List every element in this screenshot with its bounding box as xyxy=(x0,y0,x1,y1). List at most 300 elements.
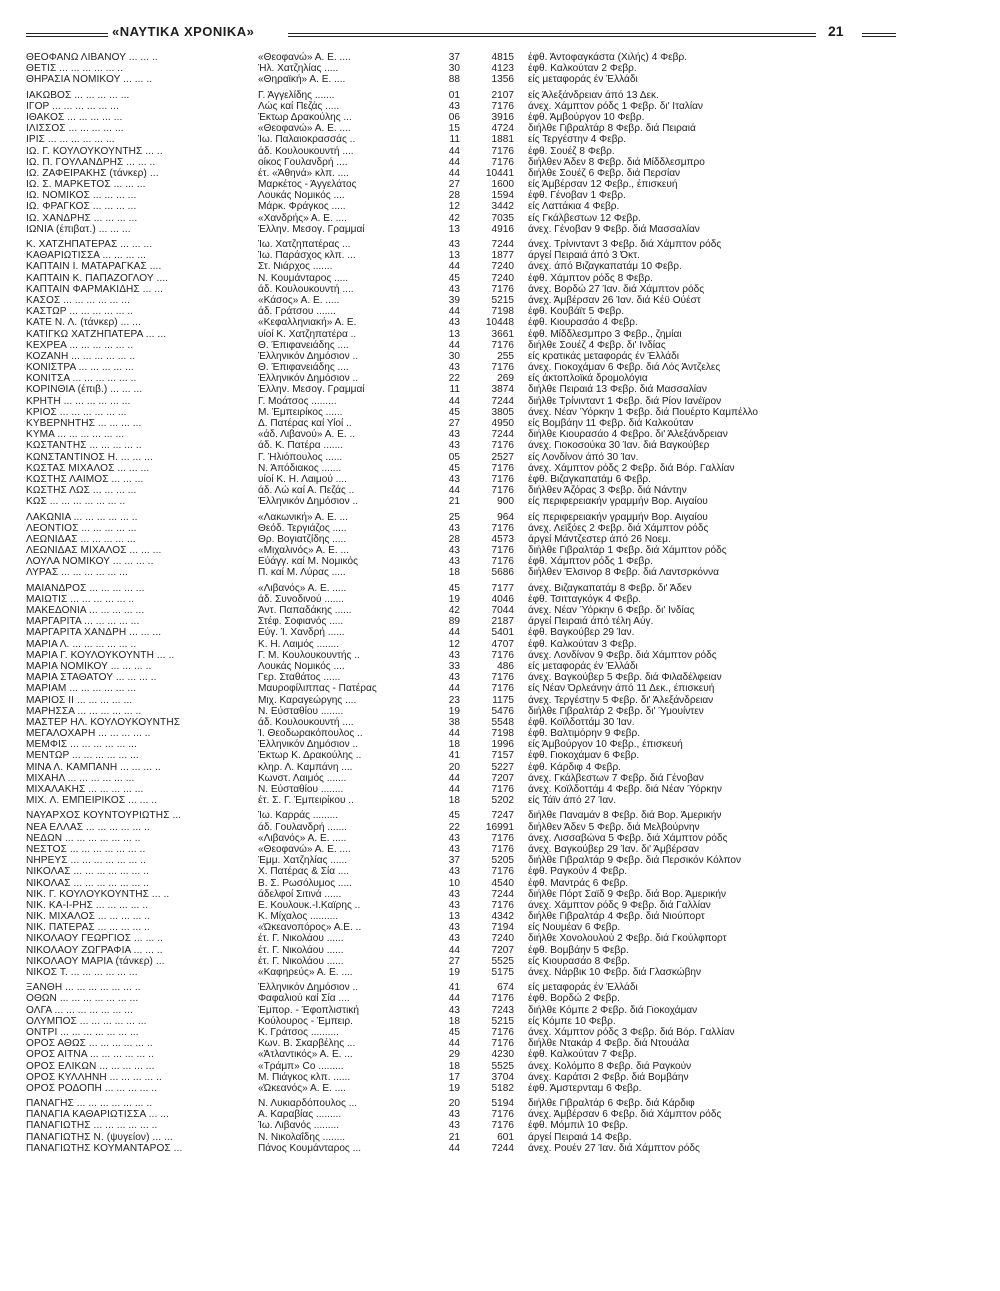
ship-name: ΛΥΡΑΣ ... ... ... ... ... ... xyxy=(26,567,128,579)
tonnage: 3661 xyxy=(491,328,514,340)
voyage-status: άνεχ. Καράτσι 2 Φεβρ. διά Βομβάην xyxy=(528,1071,689,1083)
owner-name: Κ. Μίχαλος .......... xyxy=(258,911,339,923)
ship-row xyxy=(26,1049,896,1060)
ship-row xyxy=(26,878,896,889)
build-year: 43 xyxy=(448,922,460,934)
owner-name: Έλληνικόν Δημόσιον .. xyxy=(258,373,359,385)
voyage-status: διήλθε Χονολουλού 2 Φεβρ. διά Γκούλφπορτ xyxy=(528,933,727,945)
ship-row xyxy=(26,396,896,407)
ship-row xyxy=(26,650,896,661)
ship-name: ΚΩΣ ... ... ... ... ... ... .. xyxy=(26,496,126,508)
ship-name: ΜΑΣΤΕΡ ΗΛ. ΚΟΥΛΟΥΚΟΥΝΤΗΣ xyxy=(26,716,181,728)
build-year: 27 xyxy=(448,179,460,191)
ship-name: ΙΩ. Σ. ΜΑΡΚΕΤΟΣ ... ... ... xyxy=(26,179,146,191)
tonnage: 2187 xyxy=(491,616,514,628)
ship-row xyxy=(26,362,896,373)
owner-name: Ν. Νικολαΐδης ........ xyxy=(258,1131,346,1143)
ship-row xyxy=(26,201,896,212)
tonnage: 7207 xyxy=(491,772,514,784)
voyage-status: άνεχ. Γκάλβεστων 7 Φεβρ. διά Γένοβαν xyxy=(528,772,704,784)
tonnage: 7244 xyxy=(491,888,514,900)
owner-name: Έλλην. Μεσογ. Γραμμαί xyxy=(258,384,365,396)
tonnage: 7176 xyxy=(491,1038,514,1050)
letter-group xyxy=(26,583,896,807)
tonnage: 1877 xyxy=(491,250,514,262)
voyage-status: έφθ. Κάρδιφ 4 Φεβρ. xyxy=(528,761,621,773)
build-year: 43 xyxy=(448,866,460,878)
build-year: 43 xyxy=(448,933,460,945)
tonnage: 3805 xyxy=(491,406,514,418)
tonnage: 5476 xyxy=(491,705,514,717)
voyage-status: είς Νέαν Όρλεάνην άπό 11 Δεκ., έπισκευή xyxy=(528,683,715,695)
tonnage: 7177 xyxy=(491,582,514,594)
ship-row xyxy=(26,1143,896,1154)
owner-name: έτ. Γ. Νικολάου ...... xyxy=(258,955,344,967)
ship-name: ΜΕΝΤΩΡ ... ... ... ... ... ... xyxy=(26,750,139,762)
build-year: 19 xyxy=(448,1082,460,1094)
tonnage: 4950 xyxy=(491,418,514,429)
ship-name: ΜΑΡΙΑ ΣΤΑΘΑΤΟΥ ... ... ... .. xyxy=(26,672,157,684)
ship-name: ΚΥΒΕΡΝΗΤΗΣ ... ... ... ... xyxy=(26,418,142,429)
tonnage: 7176 xyxy=(491,545,514,557)
ship-row xyxy=(26,213,896,224)
ship-row xyxy=(26,639,896,650)
owner-name: άδ. Λώ καί Α. Πεζάς .. xyxy=(258,485,355,497)
voyage-status: έφθ. Μίδδλεσμπρο 3 Φεβρ., ζημίαι xyxy=(528,328,682,340)
owner-name: Ε. Κουλουκ.-Ι.Καϊρης .. xyxy=(258,899,361,911)
ship-name: ΘΗΡΑΣΙΑ ΝΟΜΙΚΟΥ ... ... .. xyxy=(26,74,153,86)
tonnage: 7176 xyxy=(491,522,514,534)
voyage-status: είς Λονδίνον άπό 30 Ίαν. xyxy=(528,451,639,463)
ship-row xyxy=(26,496,896,507)
letter-group xyxy=(26,810,896,978)
voyage-status: έφθ. Βομβάην 5 Φεβρ. xyxy=(528,944,629,956)
voyage-status: άνεχ. Άμβέρσαν 26 Ίαν. διά Κέϋ Ούέστ xyxy=(528,294,701,306)
voyage-status: είς Νουμέαν 6 Φεβρ. xyxy=(528,922,621,934)
build-year: 45 xyxy=(448,462,460,474)
build-year: 43 xyxy=(448,1120,460,1132)
build-year: 43 xyxy=(448,672,460,684)
ship-name: ΚΩΣΤΗΣ ΛΑΙΜΟΣ ... ... ... xyxy=(26,473,144,485)
ship-row xyxy=(26,273,896,284)
ship-name: ΟΡΟΣ ΡΟΔΟΠΗ ... ... ... ... .. xyxy=(26,1082,158,1094)
voyage-status: έφθ. Βιζαγκαπατάμ 6 Φεβρ. xyxy=(528,473,651,485)
owner-name: Κ. Γράτσος .......... xyxy=(258,1026,339,1038)
owner-name: Στ. Νιάρχος ....... xyxy=(258,261,333,273)
owner-name: Έλλην. Μεσογ. Γραμμαί xyxy=(258,223,365,235)
owner-name: Έλληνικόν Δημόσιον .. xyxy=(258,982,359,994)
letter-group xyxy=(26,239,896,508)
ship-row xyxy=(26,1072,896,1083)
tonnage: 7176 xyxy=(491,283,514,295)
ship-row xyxy=(26,855,896,866)
voyage-status: άνεχ. Χάμπτον ρόδς 2 Φεβρ. διά Βόρ. Γαλλίαν xyxy=(528,462,735,474)
tonnage: 7176 xyxy=(491,784,514,795)
tonnage: 255 xyxy=(497,350,514,362)
owner-name: Ίω. Χατζηπατέρας ... xyxy=(258,239,351,250)
ship-row xyxy=(26,90,896,101)
voyage-status: άνεχ. Γιοκοχάμαν 6 Φεβρ. διά Λός Άντζελες xyxy=(528,362,721,374)
tonnage: 7035 xyxy=(491,212,514,224)
ship-name: ΚΡΗΤΗ ... ... ... ... ... ... xyxy=(26,395,131,407)
voyage-status: διήλθε Πόρτ Σαϊδ 9 Φεβρ. διά Βορ. Άμερικήν xyxy=(528,888,726,900)
owner-name: «Άτλαντικός» Α. Ε. ... xyxy=(258,1049,353,1061)
ship-row xyxy=(26,340,896,351)
ship-name: ΘΕΤΙΣ ... ... ... ... ... .. xyxy=(26,63,124,75)
ship-name: ΟΘΩΝ ... ... ... ... ... ... ... xyxy=(26,993,139,1005)
build-year: 15 xyxy=(448,123,460,135)
voyage-status: άνεχ. Χάμπτον ρόδς 1 Φεβρ. δι' Ιταλίαν xyxy=(528,100,703,112)
ship-name: ΜΕΓΑΛΟΧΑΡΗ ... ... ... ... .. xyxy=(26,728,151,740)
ship-row xyxy=(26,933,896,944)
letter-group xyxy=(26,982,896,1094)
tonnage: 5215 xyxy=(491,1015,514,1027)
owner-name: άδ. Κουλουκουντή .... xyxy=(258,716,354,728)
voyage-status: άνεχ. Νάρβικ 10 Φεβρ. διά Γλασκώβην xyxy=(528,967,702,978)
tonnage: 601 xyxy=(497,1131,514,1143)
tonnage: 964 xyxy=(497,511,514,523)
tonnage: 3442 xyxy=(491,201,514,213)
owner-name: Εύάγγ. καί Μ. Νομικός xyxy=(258,556,358,568)
build-year: 44 xyxy=(448,1038,460,1050)
tonnage: 5182 xyxy=(491,1082,514,1094)
build-year: 13 xyxy=(448,911,460,923)
voyage-status: είς Γκάλβεστων 12 Φεβρ. xyxy=(528,212,641,224)
ship-row xyxy=(26,523,896,534)
voyage-status: διήλθε Κιουρασάο 4 Φεβρο. δι' Άλεξάνδρειαν xyxy=(528,429,728,441)
ship-name: ΝΕΔΩΝ ... ... ... ... ... ... .. xyxy=(26,832,141,844)
ship-name: ΝΕΣΤΟΣ ... ... ... ... ... ... .. xyxy=(26,843,146,855)
ship-row xyxy=(26,1083,896,1094)
ship-name: ΙΩΝΙΑ (έπιβατ.) ... ... ... xyxy=(26,223,131,235)
ship-row xyxy=(26,295,896,306)
owner-name: Θρ. Βογιατζίδης ..... xyxy=(258,533,347,545)
voyage-status: διήλθε Σουέζ 6 Φεβρ. διά Περσίαν xyxy=(528,167,681,179)
tonnage: 7176 xyxy=(491,899,514,911)
build-year: 38 xyxy=(448,716,460,728)
tonnage: 5401 xyxy=(491,627,514,639)
owner-name: «Χανδρής» Α. Ε. .... xyxy=(258,212,347,224)
build-year: 21 xyxy=(448,1131,460,1143)
owner-name: Ν. Εύσταθίου ........ xyxy=(258,705,344,717)
owner-name: Ήλ. Χατζηλίας ..... xyxy=(258,63,339,75)
tonnage: 4230 xyxy=(491,1049,514,1061)
voyage-status: διήλθε Γιβραλτάρ 6 Φεβρ. διά Κάρδιφ xyxy=(528,1098,695,1110)
ship-name: ΙΩ. ΝΟΜΙΚΟΣ ... ... ... ... xyxy=(26,190,137,202)
ship-row xyxy=(26,833,896,844)
tonnage: 4573 xyxy=(491,533,514,545)
voyage-status: έφθ. Βαγκούβερ 29 Ίαν. xyxy=(528,627,635,639)
owner-name: «Θηραϊκή» Α. Ε. .... xyxy=(258,74,346,86)
ship-row xyxy=(26,750,896,761)
ship-name: ΛΟΥΛΑ ΝΟΜΙΚΟΥ ... ... ... .. xyxy=(26,556,154,568)
voyage-status: άνεχ. Κοϊλδοττάμ 4 Φεβρ. διά Νέαν Ύόρκην xyxy=(528,784,722,795)
owner-name: Έλληνικόν Δημόσιον .. xyxy=(258,496,359,508)
ship-row xyxy=(26,683,896,694)
letter-group xyxy=(26,1098,896,1154)
voyage-status: έφθ. Κιουρασάο 4 Φεβρ. xyxy=(528,317,638,329)
tonnage: 7194 xyxy=(491,922,514,934)
build-year: 18 xyxy=(448,1015,460,1027)
ship-row xyxy=(26,1120,896,1131)
tonnage: 7176 xyxy=(491,473,514,485)
ship-row xyxy=(26,317,896,328)
tonnage: 7244 xyxy=(491,239,514,250)
voyage-status: άνεχ. Βαγκούβερ 5 Φεβρ. διά Φιλαδέλφειαν xyxy=(528,672,722,684)
ship-row xyxy=(26,306,896,317)
build-year: 18 xyxy=(448,567,460,579)
ship-row xyxy=(26,157,896,168)
owner-name: υίοί Κ. Η. Λαιμού .... xyxy=(258,473,347,485)
ship-row xyxy=(26,329,896,340)
build-year: 41 xyxy=(448,750,460,762)
voyage-status: διήλθεν Άδεν 5 Φεβρ. διά Μελβούρνην xyxy=(528,821,700,833)
voyage-status: άργεί Πειραιά 14 Φεβρ. xyxy=(528,1131,632,1143)
ship-name: ΠΑΝΑΓΙΩΤΗΣ ΚΟΥΜΑΝΤΑΡΟΣ ... xyxy=(26,1142,183,1154)
owner-name: Ν. Λυκιαρδόπουλος ... xyxy=(258,1098,358,1110)
owner-name: Φαφαλιού καί Σία .... xyxy=(258,993,350,1005)
ship-name: ΝΙΚΟΛΑΟΥ ΜΑΡΙΑ (τάνκερ) ... xyxy=(26,955,165,967)
tonnage: 4916 xyxy=(491,223,514,235)
ship-name: ΜΙΝΑ Λ. ΚΑΜΠΑΝΗ ... ... ... .. xyxy=(26,761,161,773)
ship-list xyxy=(26,52,896,1154)
build-year: 11 xyxy=(449,384,460,396)
build-year: 29 xyxy=(448,1049,460,1061)
build-year: 89 xyxy=(448,616,460,628)
build-year: 43 xyxy=(448,888,460,900)
voyage-status: έφθ. Τσιτταγκόγκ 4 Φεβρ. xyxy=(528,593,642,605)
ship-name: ΚΥΜΑ ... ... ... ... ... ... xyxy=(26,429,125,441)
ship-name: ΝΙΚ. ΠΑΤΕΡΑΣ ... ... ... ... .. xyxy=(26,922,150,934)
voyage-status: άνεχ. Τρίνινταντ 3 Φεβρ. διά Χάμπτον ρόδς xyxy=(528,239,722,250)
owner-name: άδ. Γουλανδρή ....... xyxy=(258,821,347,833)
tonnage: 16991 xyxy=(485,821,514,833)
voyage-status: άνεχ. Λεϊξόες 2 Φεβρ. διά Χάμπτον ρόδς xyxy=(528,522,709,534)
ship-name: ΚΑΠΤΑΙΝ Ι. ΜΑΤΑΡΑΓΚΑΣ .... xyxy=(26,261,162,273)
ship-row xyxy=(26,762,896,773)
tonnage: 7198 xyxy=(491,306,514,318)
owner-name: «Λακωνική» Α. Ε. ... xyxy=(258,511,348,523)
voyage-status: άνεχ. Κολόμπο 8 Φεβρ. διά Ραγκούν xyxy=(528,1060,692,1072)
tonnage: 7176 xyxy=(491,156,514,168)
build-year: 19 xyxy=(448,593,460,605)
owner-name: «Θεοφανώ» Α. Ε. .... xyxy=(258,52,351,63)
voyage-status: είς μεταφοράς έν Έλλάδι xyxy=(528,74,638,86)
voyage-status: είς κρατικάς μεταφοράς έν Έλλάδι xyxy=(528,350,679,362)
owner-name: έτ. «Άθηνά» κλπ. .... xyxy=(258,167,349,179)
voyage-status: άνεχ. Άμβέρσαν 6 Φεβρ. διά Χάμπτον ρόδς xyxy=(528,1109,722,1121)
owner-name: Μ. Πιάγκος κλπ. ...... xyxy=(258,1071,351,1083)
ship-row xyxy=(26,52,896,63)
tonnage: 5686 xyxy=(491,567,514,579)
build-year: 05 xyxy=(448,451,460,463)
tonnage: 7176 xyxy=(491,843,514,855)
build-year: 44 xyxy=(448,306,460,318)
voyage-status: έφθ. Σουέζ 8 Φεβρ. xyxy=(528,145,615,157)
tonnage: 7176 xyxy=(491,556,514,568)
build-year: 43 xyxy=(448,1109,460,1121)
owner-name: Μαυροφίλιππας - Πατέρας xyxy=(258,683,377,695)
voyage-status: άνεχ. Τεργέστην 5 Φεβρ. δι' Άλεξάνδρειαν xyxy=(528,694,714,706)
ship-row xyxy=(26,224,896,235)
build-year: 27 xyxy=(448,955,460,967)
tonnage: 7176 xyxy=(491,1109,514,1121)
tonnage: 2107 xyxy=(491,89,514,101)
ship-name: ΙΩ. ΖΑΦΕΙΡΑΚΗΣ (τάνκερ) ... xyxy=(26,167,159,179)
ship-row xyxy=(26,695,896,706)
ship-row xyxy=(26,101,896,112)
build-year: 28 xyxy=(448,533,460,545)
owner-name: έτ. Σ. Γ. Έμπειρίκου .. xyxy=(258,795,354,807)
build-year: 12 xyxy=(448,201,460,213)
owner-name: οίκος Γουλανδρή .... xyxy=(258,156,348,168)
ship-row xyxy=(26,239,896,250)
ship-name: ΛΕΟΝΤΙΟΣ ... ... ... ... ... xyxy=(26,522,137,534)
voyage-status: άργεί Μάντζεστερ άπό 26 Νοεμ. xyxy=(528,533,671,545)
owner-name: Κωνστ. Λαιμός ....... xyxy=(258,772,347,784)
build-year: 45 xyxy=(448,406,460,418)
owner-name: άδ. Κουλουκουντή .... xyxy=(258,145,354,157)
ship-name: ΝΙΚ. ΜΙΧΑΛΟΣ ... ... ... ... .. xyxy=(26,911,151,923)
voyage-status: έφθ. Καλκούταν 7 Φεβρ. xyxy=(528,1049,637,1061)
tonnage: 4540 xyxy=(491,877,514,889)
build-year: 44 xyxy=(448,156,460,168)
ship-row xyxy=(26,418,896,429)
tonnage: 7176 xyxy=(491,145,514,157)
ship-row xyxy=(26,474,896,485)
ship-row xyxy=(26,627,896,638)
ship-name: ΛΑΚΩΝΙΑ ... ... ... ... ... .. xyxy=(26,511,138,523)
voyage-status: είς μεταφοράς έν Έλλάδι xyxy=(528,982,638,994)
build-year: 45 xyxy=(448,1026,460,1038)
tonnage: 7176 xyxy=(491,649,514,661)
ship-row xyxy=(26,351,896,362)
ship-row xyxy=(26,463,896,474)
ship-row xyxy=(26,956,896,967)
tonnage: 4342 xyxy=(491,911,514,923)
tonnage: 7176 xyxy=(491,683,514,695)
ship-name: ΜΕΜΦΙΣ ... ... ... ... ... ... xyxy=(26,739,137,751)
build-year: 43 xyxy=(448,429,460,441)
build-year: 01 xyxy=(448,89,460,101)
ship-row xyxy=(26,605,896,616)
voyage-status: άνεχ. Λονδίνον 9 Φεβρ. διά Χάμπτον ρόδς xyxy=(528,649,717,661)
ship-name: ΜΑΡΓΑΡΙΤΑ ... ... ... ... ... xyxy=(26,616,140,628)
build-year: 25 xyxy=(448,511,460,523)
build-year: 43 xyxy=(448,283,460,295)
voyage-status: διήλθε Τρίνινταντ 1 Φεβρ. διά Ρίον Ιανέϊρον xyxy=(528,395,722,407)
build-year: 43 xyxy=(448,843,460,855)
ship-row xyxy=(26,429,896,440)
ship-row xyxy=(26,261,896,272)
ship-name: ΙΑΚΩΒΟΣ ... ... ... ... ... xyxy=(26,89,130,101)
owner-name: άδ. Κουλουκουντή .... xyxy=(258,283,354,295)
owner-name: «Θεοφανώ» Α. Ε. .... xyxy=(258,123,351,135)
voyage-status: έφθ. Βαλτιμόρην 9 Φεβρ. xyxy=(528,728,641,740)
ship-name: ΚΟΡΙΝΘΙΑ (έπιβ.) ... ... ... xyxy=(26,384,143,396)
ship-row xyxy=(26,534,896,545)
ship-name: ΜΑΡΙΑ Γ. ΚΟΥΛΟΥΚΟΥΝΤΗ ... .. xyxy=(26,649,175,661)
tonnage: 4815 xyxy=(491,52,514,63)
ship-row xyxy=(26,661,896,672)
owner-name: έτ. Γ. Νικολάου ...... xyxy=(258,944,344,956)
tonnage: 5525 xyxy=(491,1060,514,1072)
tonnage: 7240 xyxy=(491,272,514,284)
ship-name: ΘΕΟΦΑΝΩ ΛΙΒΑΝΟΥ ... ... .. xyxy=(26,52,158,63)
ship-name: ΜΙΧΑΛΑΚΗΣ ... ... ... ... ... xyxy=(26,784,144,795)
voyage-status: άνεχ. Χάμπτον ρόδς 3 Φεβρ. διά Βόρ. Γαλλίαν xyxy=(528,1026,735,1038)
ship-name: ΜΑΡΙΑ Λ. ... ... ... ... ... .. xyxy=(26,638,137,650)
owner-name: Κ. Η. Λαιμός ........ xyxy=(258,638,340,650)
build-year: 22 xyxy=(448,821,460,833)
ship-row xyxy=(26,556,896,567)
owner-name: «Ώκεανός» Α. Ε. .... xyxy=(258,1082,346,1094)
build-year: 43 xyxy=(448,649,460,661)
ship-row xyxy=(26,706,896,717)
build-year: 44 xyxy=(448,772,460,784)
voyage-status: έφθ. Καλκούταν 3 Φεβρ. xyxy=(528,638,637,650)
ship-row xyxy=(26,911,896,922)
ship-row xyxy=(26,967,896,978)
voyage-status: έφθ. Μόμπιλ 10 Φεβρ. xyxy=(528,1120,629,1132)
ship-name: ΜΑΡΙΑΜ ... ... ... ... ... ... xyxy=(26,683,137,695)
ship-name: ΜΑΡΙΑ ΝΟΜΙΚΟΥ ... ... ... .. xyxy=(26,660,152,672)
ship-row xyxy=(26,545,896,556)
tonnage: 1175 xyxy=(492,694,514,706)
owner-name: Κων. Β. Σκαρβέλης ... xyxy=(258,1038,356,1050)
build-year: 37 xyxy=(448,52,460,63)
voyage-status: έφθ. Βορδώ 2 Φεβρ. xyxy=(528,993,620,1005)
owner-name: «Τράμπ» Co ......... xyxy=(258,1060,344,1072)
tonnage: 5525 xyxy=(491,955,514,967)
ship-name: ΠΑΝΑΓΙΑ ΚΑΘΑΡΙΩΤΙΣΣΑ ... ... xyxy=(26,1109,169,1121)
voyage-status: είς Κόμπε 10 Φεβρ. xyxy=(528,1015,616,1027)
build-year: 44 xyxy=(448,167,460,179)
ship-name: ΝΙΚ. ΚΑ-Ι-ΡΗΣ ... ... ... ... .. xyxy=(26,899,149,911)
ship-name: ΟΝΤΡΙ ... ... ... ... ... ... ... xyxy=(26,1026,139,1038)
ship-name: ΟΛΓΑ ... ... ... ... ... ... ... xyxy=(26,1004,133,1016)
ship-name: ΝΙΚ. Γ. ΚΟΥΛΟΥΚΟΥΝΤΗΣ ... .. xyxy=(26,888,170,900)
voyage-status: διήλθε Γιβραλτάρ 8 Φεβρ. διά Πειραιά xyxy=(528,123,696,135)
build-year: 45 xyxy=(448,582,460,594)
ship-name: ΝΙΚΟΛΑΣ ... ... ... ... ... ... .. xyxy=(26,877,150,889)
owner-name: Γ. Ήλιόπουλος ...... xyxy=(258,451,343,463)
build-year: 44 xyxy=(448,627,460,639)
owner-name: Άντ. Παπαδάκης ...... xyxy=(258,605,352,616)
build-year: 30 xyxy=(448,350,460,362)
tonnage: 1881 xyxy=(491,134,514,146)
build-year: 18 xyxy=(448,1060,460,1072)
ship-row xyxy=(26,900,896,911)
ship-name: ΙΩ. Γ. ΚΟΥΛΟΥΚΟΥΝΤΗΣ ... .. xyxy=(26,145,163,157)
ship-name: ΠΑΝΑΓΙΩΤΗΣ ... ... ... ... ... .. xyxy=(26,1120,158,1132)
tonnage: 4046 xyxy=(491,593,514,605)
ship-row xyxy=(26,63,896,74)
owner-name: Ν. Άπόδιακος ....... xyxy=(258,462,342,474)
voyage-status: έφθ. Γένοβαν 1 Φεβρ. xyxy=(528,190,626,202)
tonnage: 3874 xyxy=(491,384,514,396)
voyage-status: διήλθε Παναμάν 8 Φεβρ. διά Βορ. Άμερικήν xyxy=(528,810,722,822)
ship-row xyxy=(26,616,896,627)
owner-name: Ν. Κουμάνταρος ..... xyxy=(258,272,349,284)
tonnage: 7207 xyxy=(491,944,514,956)
ship-row xyxy=(26,822,896,833)
tonnage: 7240 xyxy=(491,261,514,273)
owner-name: «Μιχαλινός» Α. Ε. ... xyxy=(258,545,349,557)
ship-row xyxy=(26,407,896,418)
ship-name: ΚΩΣΤΗΣ ΛΩΣ ... ... ... ... xyxy=(26,485,137,497)
tonnage: 7176 xyxy=(491,1120,514,1132)
